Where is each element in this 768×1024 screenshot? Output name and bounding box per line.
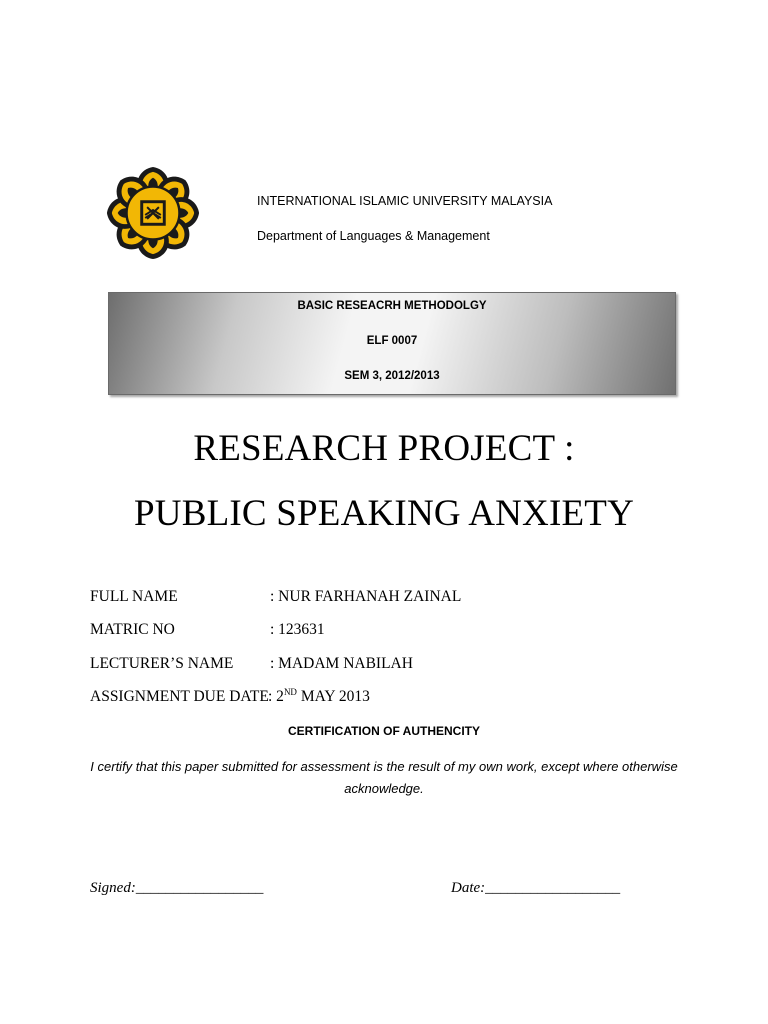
- detail-row-matric: [90, 621, 690, 641]
- certification-heading: CERTIFICATION OF AUTHENCITY: [288, 724, 480, 738]
- lecturer-value: : MADAM NABILAH: [270, 655, 413, 672]
- full-name-value: : NUR FARHANAH ZAINAL: [270, 588, 462, 605]
- course-semester: SEM 3, 2012/2013: [344, 370, 440, 382]
- due-date-ordinal: ND: [283, 687, 297, 697]
- detail-row-lecturer: [90, 655, 690, 675]
- full-name-label: FULL NAME: [90, 588, 178, 605]
- date-line: Date:__________________: [451, 880, 621, 896]
- detail-row-due-date: [90, 688, 690, 708]
- due-date-value: [268, 688, 370, 706]
- project-title-line1: RESEARCH PROJECT :: [193, 428, 575, 469]
- university-name: INTERNATIONAL ISLAMIC UNIVERSITY MALAYSIA: [257, 194, 553, 208]
- due-date-day: : 2: [268, 688, 284, 705]
- course-title: BASIC RESEACRH METHODOLGY: [297, 300, 487, 312]
- signed-line: Signed:_________________: [90, 880, 264, 896]
- course-code: ELF 0007: [366, 335, 418, 347]
- matric-label: MATRIC NO: [90, 621, 175, 638]
- project-title-line2: PUBLIC SPEAKING ANXIETY: [134, 493, 634, 534]
- lecturer-label: LECTURER’S NAME: [90, 655, 234, 672]
- detail-row-full-name: [90, 588, 690, 608]
- iium-crest-icon: [104, 164, 202, 262]
- certification-statement: I certify that this paper submitted for assessment is the result of my own work, except where otherwise acknowledge.: [90, 759, 678, 796]
- due-date-month-year: MAY 2013: [296, 688, 370, 705]
- due-date-label: ASSIGNMENT DUE DATE: [90, 688, 269, 705]
- matric-value: : 123631: [270, 621, 325, 638]
- course-info-box: [108, 292, 676, 395]
- department-name: Department of Languages & Management: [257, 229, 490, 243]
